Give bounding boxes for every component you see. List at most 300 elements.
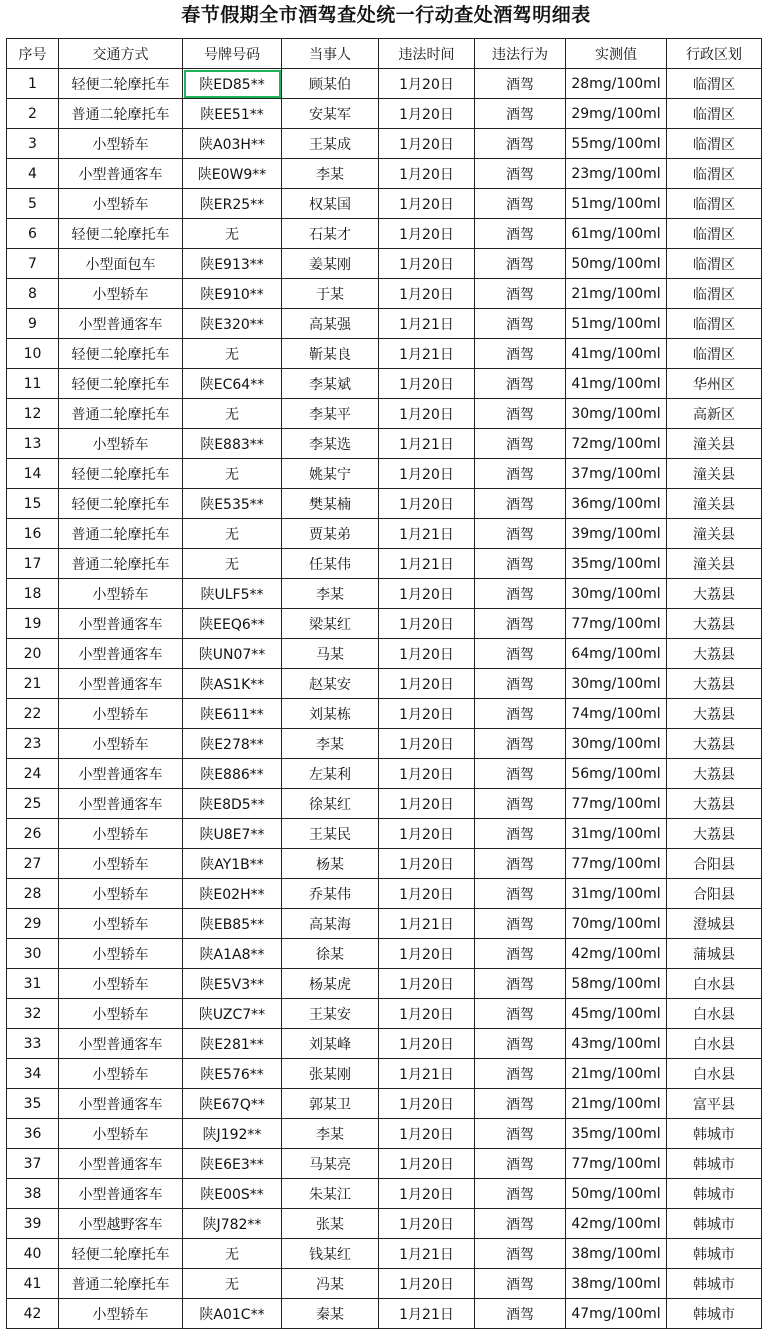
- cell-date[interactable]: 1月20日: [379, 609, 475, 639]
- cell-district[interactable]: 大荔县: [667, 609, 762, 639]
- cell-date[interactable]: 1月21日: [379, 519, 475, 549]
- cell-plate[interactable]: 无: [183, 1269, 282, 1299]
- cell-index[interactable]: 24: [7, 759, 59, 789]
- cell-date[interactable]: 1月20日: [379, 99, 475, 129]
- cell-measured[interactable]: 37mg/100ml: [566, 459, 667, 489]
- cell-plate[interactable]: 陕ER25**: [183, 189, 282, 219]
- cell-index[interactable]: 40: [7, 1239, 59, 1269]
- cell-vehicle-type[interactable]: 小型轿车: [59, 1059, 183, 1089]
- cell-vehicle-type[interactable]: 小型轿车: [59, 909, 183, 939]
- cell-party[interactable]: 乔某伟: [282, 879, 379, 909]
- cell-index[interactable]: 12: [7, 399, 59, 429]
- cell-index[interactable]: 39: [7, 1209, 59, 1239]
- cell-district[interactable]: 大荔县: [667, 789, 762, 819]
- cell-measured[interactable]: 28mg/100ml: [566, 69, 667, 99]
- cell-index[interactable]: 4: [7, 159, 59, 189]
- cell-measured[interactable]: 72mg/100ml: [566, 429, 667, 459]
- cell-district[interactable]: 潼关县: [667, 489, 762, 519]
- cell-index[interactable]: 31: [7, 969, 59, 999]
- cell-index[interactable]: 19: [7, 609, 59, 639]
- cell-date[interactable]: 1月20日: [379, 219, 475, 249]
- cell-violation[interactable]: 酒驾: [475, 279, 566, 309]
- cell-plate[interactable]: 陕A1A8**: [183, 939, 282, 969]
- cell-violation[interactable]: 酒驾: [475, 579, 566, 609]
- cell-violation[interactable]: 酒驾: [475, 759, 566, 789]
- cell-party[interactable]: 李某平: [282, 399, 379, 429]
- cell-plate[interactable]: 陕E883**: [183, 429, 282, 459]
- cell-plate[interactable]: 无: [183, 549, 282, 579]
- cell-district[interactable]: 韩城市: [667, 1149, 762, 1179]
- cell-vehicle-type[interactable]: 轻便二轮摩托车: [59, 339, 183, 369]
- cell-measured[interactable]: 35mg/100ml: [566, 549, 667, 579]
- cell-district[interactable]: 澄城县: [667, 909, 762, 939]
- cell-district[interactable]: 白水县: [667, 1029, 762, 1059]
- cell-district[interactable]: 大荔县: [667, 759, 762, 789]
- cell-vehicle-type[interactable]: 小型普通客车: [59, 789, 183, 819]
- cell-vehicle-type[interactable]: 小型普通客车: [59, 1029, 183, 1059]
- cell-district[interactable]: 华州区: [667, 369, 762, 399]
- cell-party[interactable]: 徐某红: [282, 789, 379, 819]
- cell-plate[interactable]: 陕UZC7**: [183, 999, 282, 1029]
- cell-vehicle-type[interactable]: 小型轿车: [59, 1119, 183, 1149]
- cell-date[interactable]: 1月20日: [379, 1089, 475, 1119]
- cell-violation[interactable]: 酒驾: [475, 909, 566, 939]
- cell-violation[interactable]: 酒驾: [475, 699, 566, 729]
- cell-date[interactable]: 1月21日: [379, 1239, 475, 1269]
- cell-measured[interactable]: 77mg/100ml: [566, 849, 667, 879]
- cell-vehicle-type[interactable]: 普通二轮摩托车: [59, 1269, 183, 1299]
- cell-index[interactable]: 9: [7, 309, 59, 339]
- cell-district[interactable]: 大荔县: [667, 729, 762, 759]
- cell-party[interactable]: 杨某: [282, 849, 379, 879]
- cell-date[interactable]: 1月21日: [379, 1059, 475, 1089]
- cell-party[interactable]: 马某: [282, 639, 379, 669]
- cell-index[interactable]: 13: [7, 429, 59, 459]
- cell-index[interactable]: 17: [7, 549, 59, 579]
- cell-measured[interactable]: 30mg/100ml: [566, 399, 667, 429]
- cell-violation[interactable]: 酒驾: [475, 669, 566, 699]
- cell-date[interactable]: 1月20日: [379, 669, 475, 699]
- cell-date[interactable]: 1月20日: [379, 729, 475, 759]
- cell-vehicle-type[interactable]: 普通二轮摩托车: [59, 549, 183, 579]
- cell-measured[interactable]: 77mg/100ml: [566, 1149, 667, 1179]
- cell-plate[interactable]: 陕AS1K**: [183, 669, 282, 699]
- cell-date[interactable]: 1月20日: [379, 369, 475, 399]
- col-header-violation[interactable]: 违法行为: [475, 39, 566, 69]
- cell-index[interactable]: 33: [7, 1029, 59, 1059]
- cell-violation[interactable]: 酒驾: [475, 1179, 566, 1209]
- cell-measured[interactable]: 45mg/100ml: [566, 999, 667, 1029]
- cell-party[interactable]: 赵某安: [282, 669, 379, 699]
- cell-district[interactable]: 韩城市: [667, 1239, 762, 1269]
- cell-violation[interactable]: 酒驾: [475, 1119, 566, 1149]
- cell-date[interactable]: 1月20日: [379, 699, 475, 729]
- cell-party[interactable]: 王某成: [282, 129, 379, 159]
- cell-violation[interactable]: 酒驾: [475, 129, 566, 159]
- cell-district[interactable]: 临渭区: [667, 309, 762, 339]
- cell-party[interactable]: 李某: [282, 729, 379, 759]
- cell-plate[interactable]: 无: [183, 459, 282, 489]
- cell-measured[interactable]: 50mg/100ml: [566, 1179, 667, 1209]
- cell-date[interactable]: 1月20日: [379, 969, 475, 999]
- cell-date[interactable]: 1月21日: [379, 549, 475, 579]
- cell-party[interactable]: 钱某红: [282, 1239, 379, 1269]
- cell-party[interactable]: 姚某宁: [282, 459, 379, 489]
- cell-measured[interactable]: 55mg/100ml: [566, 129, 667, 159]
- cell-plate[interactable]: 陕A03H**: [183, 129, 282, 159]
- cell-date[interactable]: 1月21日: [379, 309, 475, 339]
- cell-date[interactable]: 1月21日: [379, 429, 475, 459]
- cell-measured[interactable]: 35mg/100ml: [566, 1119, 667, 1149]
- cell-date[interactable]: 1月20日: [379, 1209, 475, 1239]
- cell-plate[interactable]: 陕E278**: [183, 729, 282, 759]
- cell-date[interactable]: 1月20日: [379, 999, 475, 1029]
- cell-violation[interactable]: 酒驾: [475, 939, 566, 969]
- cell-date[interactable]: 1月20日: [379, 189, 475, 219]
- cell-party[interactable]: 李某斌: [282, 369, 379, 399]
- cell-measured[interactable]: 74mg/100ml: [566, 699, 667, 729]
- cell-plate[interactable]: 陕EB85**: [183, 909, 282, 939]
- cell-plate[interactable]: 陕E535**: [183, 489, 282, 519]
- cell-district[interactable]: 富平县: [667, 1089, 762, 1119]
- cell-plate[interactable]: 无: [183, 399, 282, 429]
- cell-date[interactable]: 1月20日: [379, 1269, 475, 1299]
- cell-measured[interactable]: 50mg/100ml: [566, 249, 667, 279]
- cell-district[interactable]: 临渭区: [667, 219, 762, 249]
- cell-party[interactable]: 高某强: [282, 309, 379, 339]
- cell-index[interactable]: 25: [7, 789, 59, 819]
- cell-vehicle-type[interactable]: 小型普通客车: [59, 159, 183, 189]
- cell-party[interactable]: 李某: [282, 159, 379, 189]
- cell-vehicle-type[interactable]: 小型轿车: [59, 999, 183, 1029]
- cell-party[interactable]: 于某: [282, 279, 379, 309]
- cell-index[interactable]: 41: [7, 1269, 59, 1299]
- cell-measured[interactable]: 38mg/100ml: [566, 1269, 667, 1299]
- selected-cell[interactable]: 陕ED85**: [183, 69, 282, 99]
- cell-party[interactable]: 高某海: [282, 909, 379, 939]
- cell-vehicle-type[interactable]: 小型普通客车: [59, 609, 183, 639]
- cell-party[interactable]: 李某: [282, 1119, 379, 1149]
- cell-vehicle-type[interactable]: 小型普通客车: [59, 309, 183, 339]
- cell-district[interactable]: 韩城市: [667, 1209, 762, 1239]
- cell-violation[interactable]: 酒驾: [475, 609, 566, 639]
- cell-plate[interactable]: 陕E611**: [183, 699, 282, 729]
- cell-party[interactable]: 顾某伯: [282, 69, 379, 99]
- cell-plate[interactable]: 陕E02H**: [183, 879, 282, 909]
- col-header-measured[interactable]: 实测值: [566, 39, 667, 69]
- cell-plate[interactable]: 陕EC64**: [183, 369, 282, 399]
- cell-date[interactable]: 1月20日: [379, 459, 475, 489]
- cell-district[interactable]: 韩城市: [667, 1299, 762, 1329]
- cell-party[interactable]: 权某国: [282, 189, 379, 219]
- cell-violation[interactable]: 酒驾: [475, 339, 566, 369]
- cell-vehicle-type[interactable]: 轻便二轮摩托车: [59, 369, 183, 399]
- cell-district[interactable]: 临渭区: [667, 159, 762, 189]
- cell-date[interactable]: 1月20日: [379, 129, 475, 159]
- cell-plate[interactable]: 陕E0W9**: [183, 159, 282, 189]
- cell-index[interactable]: 28: [7, 879, 59, 909]
- cell-measured[interactable]: 51mg/100ml: [566, 189, 667, 219]
- cell-index[interactable]: 42: [7, 1299, 59, 1329]
- cell-measured[interactable]: 31mg/100ml: [566, 819, 667, 849]
- cell-violation[interactable]: 酒驾: [475, 1089, 566, 1119]
- cell-violation[interactable]: 酒驾: [475, 1239, 566, 1269]
- cell-violation[interactable]: 酒驾: [475, 1299, 566, 1329]
- cell-measured[interactable]: 29mg/100ml: [566, 99, 667, 129]
- cell-vehicle-type[interactable]: 轻便二轮摩托车: [59, 1239, 183, 1269]
- cell-index[interactable]: 27: [7, 849, 59, 879]
- cell-party[interactable]: 李某: [282, 579, 379, 609]
- cell-vehicle-type[interactable]: 小型轿车: [59, 579, 183, 609]
- cell-party[interactable]: 张某: [282, 1209, 379, 1239]
- cell-vehicle-type[interactable]: 小型越野客车: [59, 1209, 183, 1239]
- cell-party[interactable]: 石某才: [282, 219, 379, 249]
- cell-district[interactable]: 临渭区: [667, 69, 762, 99]
- cell-violation[interactable]: 酒驾: [475, 429, 566, 459]
- cell-plate[interactable]: 陕E886**: [183, 759, 282, 789]
- cell-violation[interactable]: 酒驾: [475, 879, 566, 909]
- cell-measured[interactable]: 77mg/100ml: [566, 609, 667, 639]
- cell-date[interactable]: 1月20日: [379, 939, 475, 969]
- col-header-index[interactable]: 序号: [7, 39, 59, 69]
- cell-date[interactable]: 1月20日: [379, 639, 475, 669]
- cell-date[interactable]: 1月21日: [379, 1299, 475, 1329]
- cell-violation[interactable]: 酒驾: [475, 519, 566, 549]
- cell-measured[interactable]: 31mg/100ml: [566, 879, 667, 909]
- cell-index[interactable]: 23: [7, 729, 59, 759]
- cell-plate[interactable]: 陕ULF5**: [183, 579, 282, 609]
- cell-date[interactable]: 1月20日: [379, 69, 475, 99]
- cell-measured[interactable]: 58mg/100ml: [566, 969, 667, 999]
- cell-measured[interactable]: 21mg/100ml: [566, 1089, 667, 1119]
- cell-vehicle-type[interactable]: 小型轿车: [59, 939, 183, 969]
- cell-vehicle-type[interactable]: 小型面包车: [59, 249, 183, 279]
- cell-index[interactable]: 34: [7, 1059, 59, 1089]
- cell-party[interactable]: 杨某虎: [282, 969, 379, 999]
- cell-district[interactable]: 临渭区: [667, 249, 762, 279]
- cell-measured[interactable]: 47mg/100ml: [566, 1299, 667, 1329]
- cell-plate[interactable]: 陕A01C**: [183, 1299, 282, 1329]
- cell-date[interactable]: 1月20日: [379, 789, 475, 819]
- cell-plate[interactable]: 陕E67Q**: [183, 1089, 282, 1119]
- cell-index[interactable]: 22: [7, 699, 59, 729]
- cell-party[interactable]: 徐某: [282, 939, 379, 969]
- cell-vehicle-type[interactable]: 普通二轮摩托车: [59, 519, 183, 549]
- cell-party[interactable]: 冯某: [282, 1269, 379, 1299]
- cell-district[interactable]: 合阳县: [667, 849, 762, 879]
- cell-plate[interactable]: 陕J782**: [183, 1209, 282, 1239]
- cell-measured[interactable]: 38mg/100ml: [566, 1239, 667, 1269]
- col-header-district[interactable]: 行政区划: [667, 39, 762, 69]
- cell-party[interactable]: 朱某江: [282, 1179, 379, 1209]
- cell-district[interactable]: 潼关县: [667, 429, 762, 459]
- cell-violation[interactable]: 酒驾: [475, 1149, 566, 1179]
- cell-index[interactable]: 16: [7, 519, 59, 549]
- cell-violation[interactable]: 酒驾: [475, 969, 566, 999]
- cell-vehicle-type[interactable]: 小型轿车: [59, 279, 183, 309]
- cell-violation[interactable]: 酒驾: [475, 729, 566, 759]
- cell-district[interactable]: 白水县: [667, 969, 762, 999]
- cell-vehicle-type[interactable]: 小型轿车: [59, 819, 183, 849]
- col-header-party[interactable]: 当事人: [282, 39, 379, 69]
- cell-plate[interactable]: 陕E913**: [183, 249, 282, 279]
- cell-date[interactable]: 1月20日: [379, 399, 475, 429]
- cell-index[interactable]: 26: [7, 819, 59, 849]
- cell-index[interactable]: 18: [7, 579, 59, 609]
- cell-violation[interactable]: 酒驾: [475, 399, 566, 429]
- cell-plate[interactable]: 陕E576**: [183, 1059, 282, 1089]
- cell-index[interactable]: 5: [7, 189, 59, 219]
- cell-party[interactable]: 王某安: [282, 999, 379, 1029]
- cell-vehicle-type[interactable]: 轻便二轮摩托车: [59, 459, 183, 489]
- cell-district[interactable]: 临渭区: [667, 129, 762, 159]
- cell-violation[interactable]: 酒驾: [475, 459, 566, 489]
- cell-index[interactable]: 7: [7, 249, 59, 279]
- cell-index[interactable]: 32: [7, 999, 59, 1029]
- cell-date[interactable]: 1月21日: [379, 909, 475, 939]
- cell-violation[interactable]: 酒驾: [475, 69, 566, 99]
- cell-party[interactable]: 樊某楠: [282, 489, 379, 519]
- cell-party[interactable]: 贾某弟: [282, 519, 379, 549]
- cell-party[interactable]: 刘某栋: [282, 699, 379, 729]
- cell-plate[interactable]: 无: [183, 219, 282, 249]
- cell-district[interactable]: 高新区: [667, 399, 762, 429]
- cell-date[interactable]: 1月20日: [379, 1119, 475, 1149]
- cell-party[interactable]: 秦某: [282, 1299, 379, 1329]
- cell-party[interactable]: 姜某刚: [282, 249, 379, 279]
- cell-violation[interactable]: 酒驾: [475, 549, 566, 579]
- cell-violation[interactable]: 酒驾: [475, 1029, 566, 1059]
- cell-district[interactable]: 大荔县: [667, 579, 762, 609]
- cell-violation[interactable]: 酒驾: [475, 999, 566, 1029]
- cell-index[interactable]: 15: [7, 489, 59, 519]
- cell-measured[interactable]: 43mg/100ml: [566, 1029, 667, 1059]
- cell-date[interactable]: 1月20日: [379, 579, 475, 609]
- cell-party[interactable]: 王某民: [282, 819, 379, 849]
- cell-measured[interactable]: 39mg/100ml: [566, 519, 667, 549]
- cell-measured[interactable]: 77mg/100ml: [566, 789, 667, 819]
- cell-date[interactable]: 1月21日: [379, 339, 475, 369]
- cell-date[interactable]: 1月20日: [379, 249, 475, 279]
- cell-party[interactable]: 李某选: [282, 429, 379, 459]
- cell-district[interactable]: 韩城市: [667, 1179, 762, 1209]
- cell-measured[interactable]: 41mg/100ml: [566, 339, 667, 369]
- cell-index[interactable]: 30: [7, 939, 59, 969]
- cell-violation[interactable]: 酒驾: [475, 489, 566, 519]
- cell-measured[interactable]: 30mg/100ml: [566, 579, 667, 609]
- cell-party[interactable]: 郭某卫: [282, 1089, 379, 1119]
- cell-vehicle-type[interactable]: 普通二轮摩托车: [59, 399, 183, 429]
- col-header-vehicle-type[interactable]: 交通方式: [59, 39, 183, 69]
- cell-district[interactable]: 韩城市: [667, 1119, 762, 1149]
- cell-vehicle-type[interactable]: 小型轿车: [59, 129, 183, 159]
- cell-measured[interactable]: 51mg/100ml: [566, 309, 667, 339]
- cell-violation[interactable]: 酒驾: [475, 1209, 566, 1239]
- cell-vehicle-type[interactable]: 小型普通客车: [59, 759, 183, 789]
- cell-violation[interactable]: 酒驾: [475, 159, 566, 189]
- cell-violation[interactable]: 酒驾: [475, 1059, 566, 1089]
- cell-index[interactable]: 2: [7, 99, 59, 129]
- cell-plate[interactable]: 陕EEQ6**: [183, 609, 282, 639]
- cell-district[interactable]: 白水县: [667, 1059, 762, 1089]
- cell-plate[interactable]: 陕E5V3**: [183, 969, 282, 999]
- cell-party[interactable]: 梁某红: [282, 609, 379, 639]
- cell-district[interactable]: 韩城市: [667, 1269, 762, 1299]
- cell-district[interactable]: 大荔县: [667, 639, 762, 669]
- cell-index[interactable]: 8: [7, 279, 59, 309]
- cell-date[interactable]: 1月20日: [379, 1029, 475, 1059]
- cell-district[interactable]: 大荔县: [667, 819, 762, 849]
- cell-vehicle-type[interactable]: 小型轿车: [59, 879, 183, 909]
- cell-district[interactable]: 潼关县: [667, 459, 762, 489]
- cell-plate[interactable]: 无: [183, 339, 282, 369]
- cell-index[interactable]: 3: [7, 129, 59, 159]
- cell-violation[interactable]: 酒驾: [475, 789, 566, 819]
- cell-index[interactable]: 21: [7, 669, 59, 699]
- cell-vehicle-type[interactable]: 普通二轮摩托车: [59, 99, 183, 129]
- cell-district[interactable]: 临渭区: [667, 339, 762, 369]
- cell-date[interactable]: 1月20日: [379, 1149, 475, 1179]
- cell-district[interactable]: 临渭区: [667, 99, 762, 129]
- cell-plate[interactable]: 陕E281**: [183, 1029, 282, 1059]
- cell-date[interactable]: 1月20日: [379, 489, 475, 519]
- cell-index[interactable]: 14: [7, 459, 59, 489]
- cell-plate[interactable]: 陕J192**: [183, 1119, 282, 1149]
- cell-violation[interactable]: 酒驾: [475, 639, 566, 669]
- cell-measured[interactable]: 56mg/100ml: [566, 759, 667, 789]
- cell-party[interactable]: 马某亮: [282, 1149, 379, 1179]
- cell-plate[interactable]: 无: [183, 1239, 282, 1269]
- cell-index[interactable]: 38: [7, 1179, 59, 1209]
- cell-date[interactable]: 1月20日: [379, 1179, 475, 1209]
- cell-measured[interactable]: 42mg/100ml: [566, 939, 667, 969]
- cell-measured[interactable]: 30mg/100ml: [566, 729, 667, 759]
- cell-index[interactable]: 37: [7, 1149, 59, 1179]
- cell-violation[interactable]: 酒驾: [475, 249, 566, 279]
- cell-index[interactable]: 20: [7, 639, 59, 669]
- cell-violation[interactable]: 酒驾: [475, 1269, 566, 1299]
- cell-violation[interactable]: 酒驾: [475, 189, 566, 219]
- cell-date[interactable]: 1月20日: [379, 159, 475, 189]
- cell-vehicle-type[interactable]: 轻便二轮摩托车: [59, 69, 183, 99]
- cell-vehicle-type[interactable]: 小型普通客车: [59, 1149, 183, 1179]
- cell-date[interactable]: 1月20日: [379, 819, 475, 849]
- cell-district[interactable]: 临渭区: [667, 189, 762, 219]
- cell-index[interactable]: 6: [7, 219, 59, 249]
- cell-measured[interactable]: 61mg/100ml: [566, 219, 667, 249]
- cell-violation[interactable]: 酒驾: [475, 849, 566, 879]
- cell-index[interactable]: 10: [7, 339, 59, 369]
- cell-measured[interactable]: 21mg/100ml: [566, 279, 667, 309]
- cell-vehicle-type[interactable]: 小型轿车: [59, 729, 183, 759]
- cell-district[interactable]: 白水县: [667, 999, 762, 1029]
- cell-measured[interactable]: 70mg/100ml: [566, 909, 667, 939]
- cell-vehicle-type[interactable]: 小型轿车: [59, 189, 183, 219]
- cell-vehicle-type[interactable]: 小型轿车: [59, 429, 183, 459]
- cell-index[interactable]: 36: [7, 1119, 59, 1149]
- cell-index[interactable]: 29: [7, 909, 59, 939]
- cell-party[interactable]: 左某利: [282, 759, 379, 789]
- col-header-plate[interactable]: 号牌号码: [183, 39, 282, 69]
- cell-vehicle-type[interactable]: 轻便二轮摩托车: [59, 219, 183, 249]
- cell-plate[interactable]: 陕U8E7**: [183, 819, 282, 849]
- cell-vehicle-type[interactable]: 小型普通客车: [59, 669, 183, 699]
- cell-district[interactable]: 潼关县: [667, 549, 762, 579]
- cell-violation[interactable]: 酒驾: [475, 369, 566, 399]
- cell-district[interactable]: 大荔县: [667, 699, 762, 729]
- cell-vehicle-type[interactable]: 小型轿车: [59, 1299, 183, 1329]
- cell-measured[interactable]: 23mg/100ml: [566, 159, 667, 189]
